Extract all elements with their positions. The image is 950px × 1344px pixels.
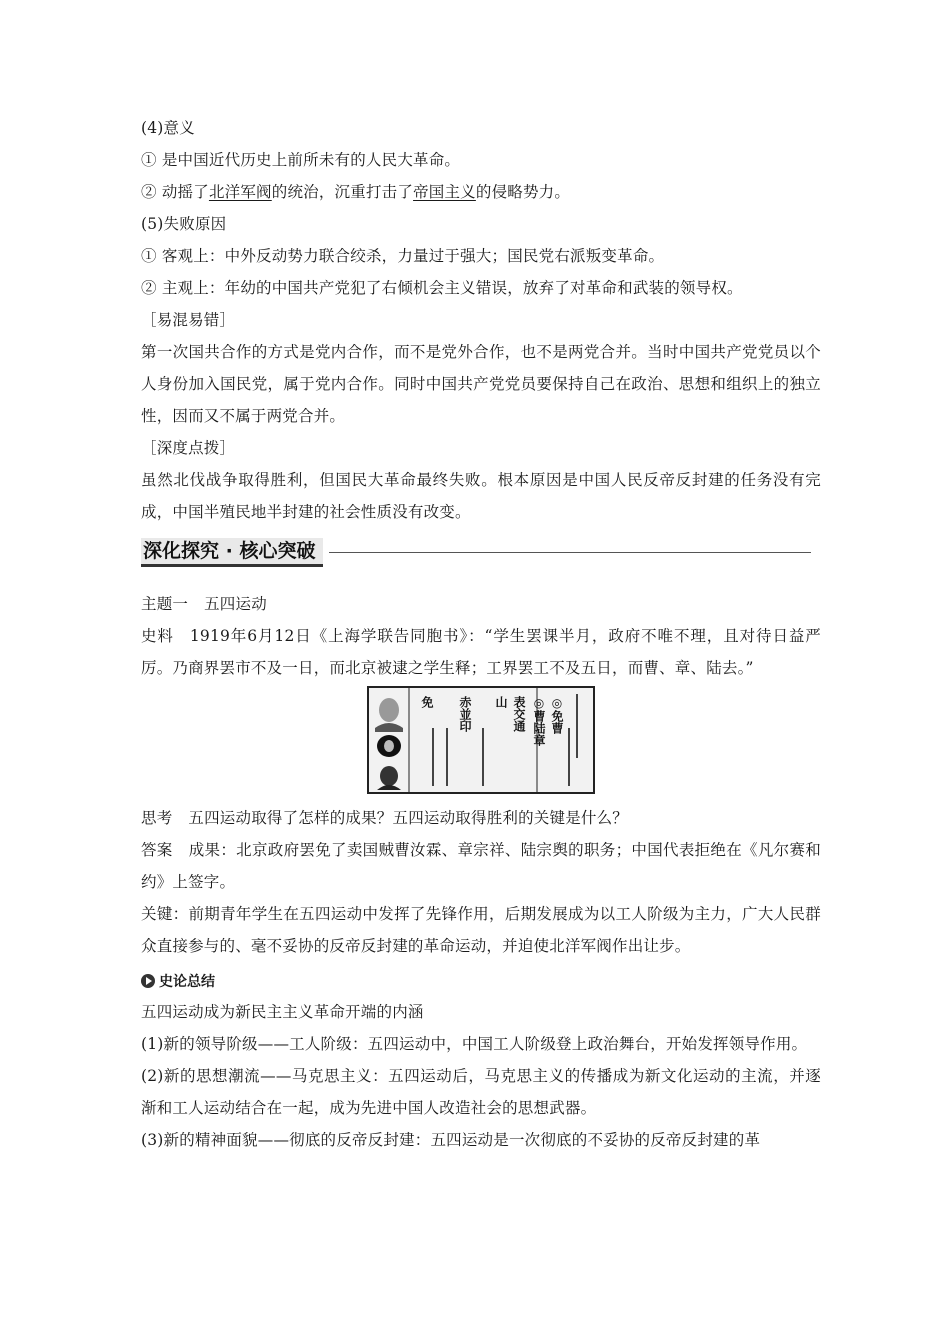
- section-title: 深化探究 · 核心突破: [141, 538, 323, 567]
- photo-text-col: 赤並印: [458, 696, 472, 732]
- confusable-paragraph: 第一次国共合作的方式是党内合作，而不是党外合作，也不是两党合并。当时中国共产党党员以个人身份加入国民党，属于党内合作。同时中国共产党党员要保持自己在政治、思想和组织上的独立性，因而又不属于两党合并。: [141, 343, 821, 425]
- photo-text-col: ◎免曹: [550, 696, 564, 734]
- question-line: [141, 802, 821, 834]
- topic-heading: [141, 588, 821, 620]
- summary-item-2: (2)新的思想潮流——马克思主义：五四运动后，马克思主义的传播成为新文化运动的主流，并逐渐和工人运动结合在一起，成为先进中国人改造社会的思想武器。: [141, 1067, 821, 1117]
- newspaper-illustration: [369, 688, 593, 792]
- key-paragraph: 关键：前期青年学生在五四运动中发挥了先锋作用，后期发展成为以工人阶级为主力，广大人民群众直接参与的、毫不妥协的反帝反封建的革命运动，并迫使北洋军阀作出让步。: [141, 905, 821, 955]
- summary-item-3: (3)新的精神面貌——彻底的反帝反封建：五四运动是一次彻底的不妥协的反帝反封建的革: [141, 1131, 761, 1149]
- document-page: [141, 112, 821, 1156]
- text-segment: 的统治，沉重打击了: [271, 183, 414, 201]
- answer-text: 成果：北京政府罢免了卖国贼曹汝霖、章宗祥、陆宗舆的职务；中国代表拒绝在《凡尔赛和约》上签字。: [141, 841, 821, 891]
- failure-objective: ① 客观上：中外反动势力联合绞杀，力量过于强大；国民党右派叛变革命。: [141, 247, 665, 265]
- question-label: 思考: [141, 809, 173, 827]
- significance-item-1: ① 是中国近代历史上前所未有的人民大革命。: [141, 151, 461, 169]
- question-text: 五四运动取得了怎样的成果？五四运动取得胜利的关键是什么？: [188, 809, 629, 827]
- section-header: [141, 534, 821, 568]
- play-icon: [141, 974, 155, 988]
- topic-name: 五四运动: [204, 595, 267, 613]
- underlined-term: 北洋军阀: [208, 183, 272, 201]
- text-segment: 的侵略势力。: [475, 183, 571, 201]
- significance-item-2: [141, 176, 821, 208]
- failure-subjective: ② 主观上：年幼的中国共产党犯了右倾机会主义错误，放弃了对革命和武装的领导权。: [141, 279, 743, 297]
- label-confusable: ［易混易错］: [141, 311, 236, 329]
- heading-significance: (4)意义: [141, 119, 195, 137]
- summary-heading: [141, 968, 821, 996]
- topic-label: 主题一: [141, 595, 189, 613]
- photo-text-col: 山: [494, 696, 508, 708]
- portrait-icon: [377, 735, 401, 757]
- photo-text-col: ◎曹陆章: [532, 696, 546, 746]
- section-divider: [329, 552, 811, 553]
- photo-text-col: 表交通: [512, 696, 526, 732]
- underlined-term: 帝国主义: [413, 183, 476, 201]
- answer-label: 答案: [141, 841, 173, 859]
- summary-title: 五四运动成为新民主主义革命开端的内涵: [141, 1003, 424, 1021]
- source-paragraph: [141, 620, 821, 684]
- source-label: 史料: [141, 627, 174, 645]
- label-deep-insight: ［深度点拨］: [141, 439, 236, 457]
- summary-item-1: (1)新的领导阶级——工人阶级：五四运动中，中国工人阶级登上政治舞台，开始发挥领导作用。: [141, 1035, 808, 1053]
- photo-text-col: 免: [420, 696, 434, 708]
- historical-newspaper-image: [367, 686, 595, 794]
- deep-insight-paragraph: 虽然北伐战争取得胜利，但国民大革命最终失败。根本原因是中国人民反帝反封建的任务没有完成，中国半殖民地半封建的社会性质没有改变。: [141, 471, 821, 521]
- source-text: 1919年6月12日《上海学联告同胞书》：“学生罢课半月，政府不唯不理，且对待日益严厉。乃商界罢市不及一日，而北京被逮之学生释；工界罢工不及五日，而曹、章、陆去。”: [141, 627, 822, 677]
- answer-paragraph: [141, 834, 821, 898]
- summary-heading-text: 史论总结: [159, 974, 215, 990]
- text-segment: ② 动摇了: [141, 183, 209, 201]
- heading-failure-reasons: (5)失败原因: [141, 215, 227, 233]
